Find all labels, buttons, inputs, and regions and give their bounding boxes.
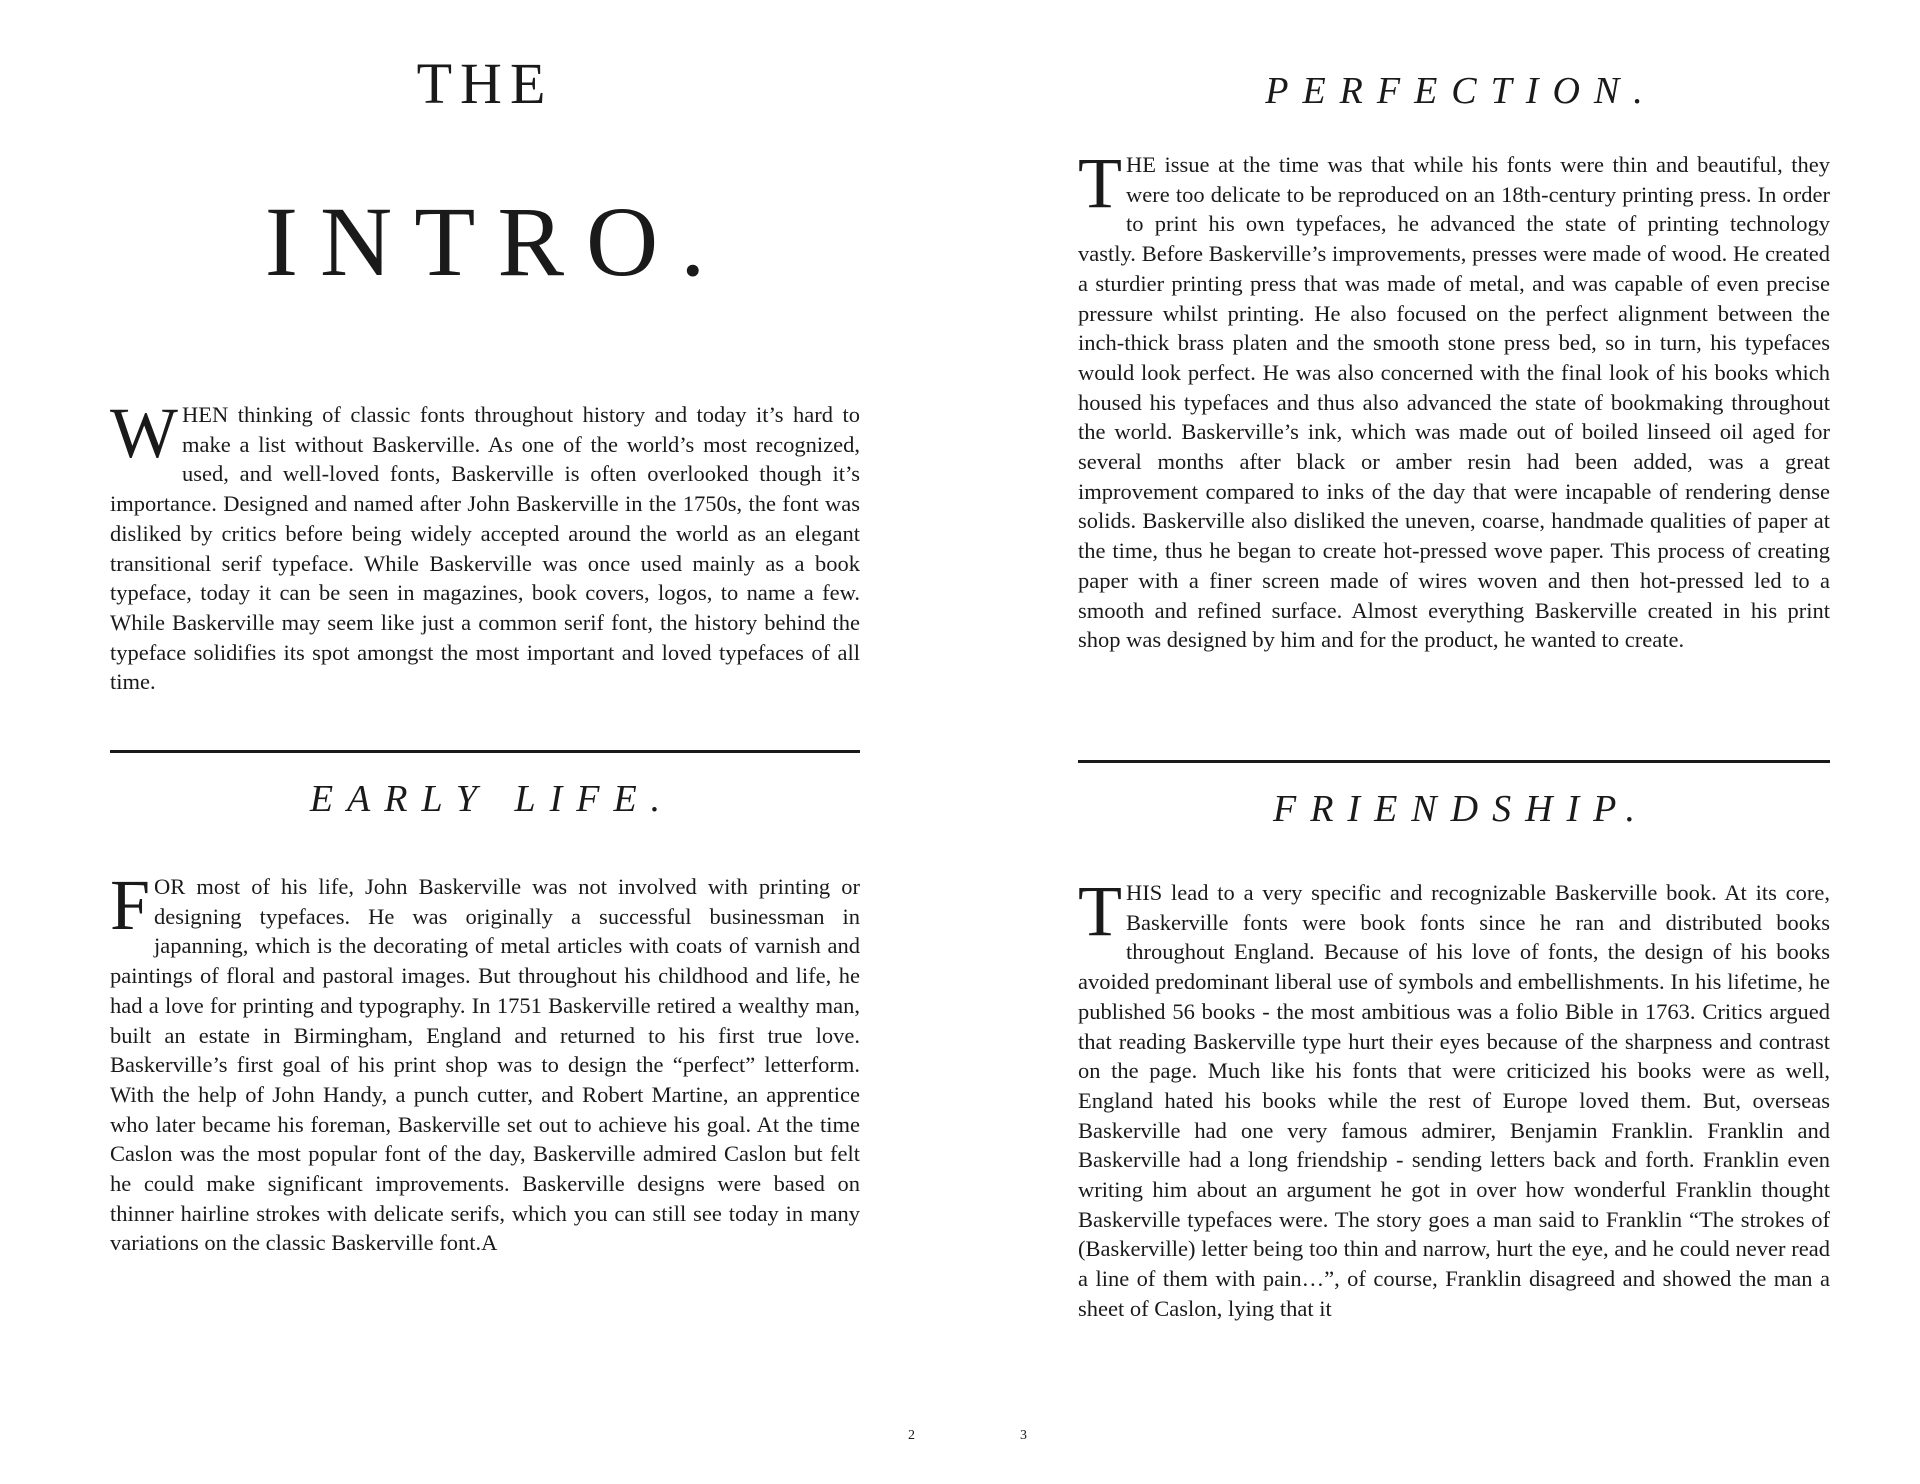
- intro-dropcap: W: [110, 393, 178, 473]
- section-divider-left: [110, 750, 860, 753]
- title-intro: INTRO.: [264, 186, 728, 297]
- intro-text: HEN thinking of classic fonts throughout history and today it’s hard to make a list without Baskerville. As one of the world’s most recognized, used, and well-loved fonts, Baskerville is often overlooked though it’s importance. Designed and named after John Baskerville in the 1750s, the font was disliked by critics before being widely accepted around the world as an elegant transitional serif typeface. While Baskerville was once used mainly as a book typeface, today it can be seen in magazines, book covers, logos, to name a few. While Baskerville may seem like just a common serif font, the history behind the typeface solidifies its spot amongst the most important and loved typefaces of all time.: [110, 402, 860, 695]
- friendship-text: HIS lead to a very specific and recognizable Baskerville book. At its core, Baskerville fonts were book fonts since he ran and distributed books throughout England. Because of his love of fonts, the design of his books avoided predominant liberal use of symbols and embellishments. In his lifetime, he published 56 books - the most ambitious was a folio Bible in 1763. Critics argued that reading Baskerville type hurt their eyes because of the sharpness and contrast on the page. Much like his fonts that were criticized his books were as well, England hated his books while the rest of Europe loved them. But, overseas Baskerville had one very famous admirer, Benjamin Franklin. Franklin and Baskerville had a long friendship - sending letters back and forth. Franklin even writing him about an argument he got in over how wonderful Franklin thought Baskerville typefaces were. The story goes a man said to Franklin “The strokes of (Baskerville) letter being too thin and narrow, hurt the eye, and he could never read a line of them with pain…”, of course, Franklin disagreed and showed the man a sheet of Caslon, lying that it: [1078, 880, 1830, 1321]
- perfection-text: HE issue at the time was that while his fonts were thin and beautiful, they were too delicate to be reproduced on an 18th-century printing press. In order to print his own typefaces, he advanced the state of printing technology vastly. Before Baskerville’s improvements, presses were made of wood. He created a sturdier printing press that was made of metal, and was capable of even precise pressure whilst printing. He also focused on the perfect alignment between the inch-thick brass platen and the smooth stone press bed, so in turn, his typefaces would look perfect. He was also concerned with the final look of his books which housed his typefaces and thus also advanced the state of bookmaking throughout the world. Baskerville’s ink, which was made out of boiled linseed oil aged for several months after black or amber resin had been added, was a great improvement compared to inks of the day that were incapable of rendering dense solids. Baskerville also disliked the uneven, coarse, handmade qualities of paper at the time, thus he began to create hot-pressed wove paper. This process of creating paper with a finer screen made of wires woven and then hot-pressed led to a smooth and refined surface. Almost everything Baskerville created in his print shop was designed by him and for the product, he wanted to create.: [1078, 152, 1830, 653]
- page-number-left: 2: [908, 1428, 915, 1443]
- early-life-heading: EARLY LIFE.: [309, 778, 675, 820]
- early-life-paragraph: [110, 865, 860, 1258]
- perfection-dropcap: T: [1078, 143, 1122, 223]
- early-life-dropcap: F: [110, 865, 151, 945]
- perfection-heading: PERFECTION.: [1265, 70, 1657, 112]
- section-divider-right: [1078, 760, 1830, 763]
- intro-paragraph: [110, 393, 860, 697]
- title-the: THE: [416, 51, 554, 116]
- friendship-paragraph: [1078, 871, 1830, 1324]
- early-life-text: OR most of his life, John Baskerville was not involved with printing or designing typefaces. He was originally a successful businessman in japanning, which is the decorating of metal articles with coats of varnish and paintings of floral and pastoral images. But throughout his childhood and life, he had a love for printing and typography. In 1751 Baskerville retired a wealthy man, built an estate in Birmingham, England and returned to his first true love. Baskerville’s first goal of his print shop was to design the “perfect” letterform. With the help of John Handy, a punch cutter, and Robert Martine, an apprentice who later became his foreman, Baskerville set out to achieve his goal. At the time Caslon was the most popular font of the day, Baskerville admired Caslon but felt he could make significant improvements. Baskerville designs were based on thinner hairline strokes with delicate serifs, which you can still see today in many variations on the classic Baskerville font.A: [110, 874, 860, 1256]
- page-number-right: 3: [1020, 1428, 1027, 1443]
- right-page: [960, 0, 1920, 1484]
- perfection-paragraph: [1078, 143, 1830, 655]
- friendship-dropcap: T: [1078, 871, 1122, 951]
- friendship-heading: FRIENDSHIP.: [1273, 788, 1649, 830]
